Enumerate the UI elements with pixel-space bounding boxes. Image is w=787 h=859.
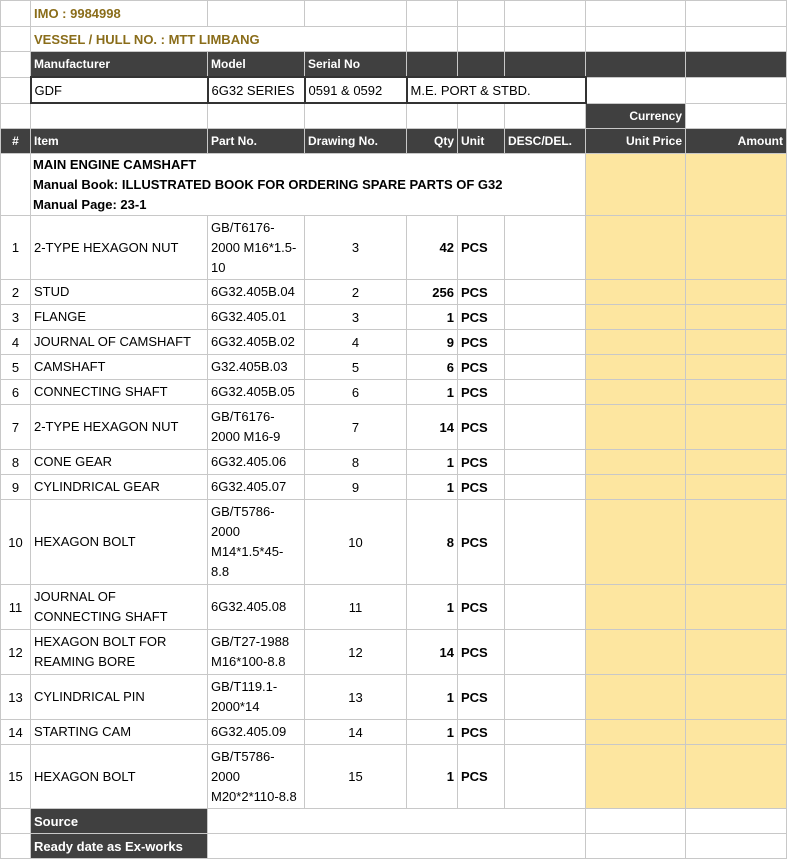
vessel-label[interactable]: VESSEL / HULL NO. : MTT LIMBANG xyxy=(31,27,407,52)
item-name[interactable]: CYLINDRICAL PIN xyxy=(31,675,208,720)
drawing-number[interactable]: 7 xyxy=(305,405,407,450)
unit-price-cell[interactable] xyxy=(586,475,686,500)
unit-price-cell[interactable] xyxy=(586,500,686,585)
row-number[interactable]: 1 xyxy=(1,216,31,280)
quantity[interactable]: 1 xyxy=(407,720,458,745)
cell-empty[interactable] xyxy=(31,103,208,129)
desc-cell[interactable] xyxy=(505,216,586,280)
cell-empty[interactable] xyxy=(1,834,31,859)
manual-page: Manual Page: 23-1 xyxy=(33,196,147,212)
unit[interactable]: PCS xyxy=(458,720,505,745)
unit[interactable]: PCS xyxy=(458,675,505,720)
cell-empty[interactable] xyxy=(586,834,686,859)
table-row xyxy=(1,305,787,330)
row-number[interactable]: 9 xyxy=(1,475,31,500)
cell-empty[interactable] xyxy=(505,27,586,52)
desc-cell[interactable] xyxy=(505,330,586,355)
unit[interactable]: PCS xyxy=(458,355,505,380)
serial-header[interactable]: Serial No xyxy=(305,52,407,78)
item-name[interactable]: JOURNAL OF CAMSHAFT xyxy=(31,330,208,355)
cell-empty[interactable] xyxy=(1,154,31,216)
unit[interactable]: PCS xyxy=(458,630,505,675)
quantity[interactable]: 1 xyxy=(407,585,458,630)
table-row xyxy=(1,745,787,809)
unit-price-cell[interactable] xyxy=(586,585,686,630)
cell-empty[interactable] xyxy=(505,1,586,27)
item-name[interactable]: 2-TYPE HEXAGON NUT xyxy=(31,405,208,450)
desc-cell[interactable] xyxy=(505,280,586,305)
table-row xyxy=(1,585,787,630)
cell-empty[interactable] xyxy=(1,27,31,52)
unit[interactable]: PCS xyxy=(458,405,505,450)
unit[interactable]: PCS xyxy=(458,216,505,280)
column-header-desc[interactable]: DESC/DEL. xyxy=(505,129,586,154)
cell-empty[interactable] xyxy=(686,1,787,27)
cell-empty[interactable] xyxy=(586,77,686,103)
amount-cell[interactable] xyxy=(686,630,787,675)
quantity[interactable]: 14 xyxy=(407,630,458,675)
column-header-part[interactable]: Part No. xyxy=(208,129,305,154)
amount-cell[interactable] xyxy=(686,355,787,380)
drawing-number[interactable]: 14 xyxy=(305,720,407,745)
cell-empty[interactable] xyxy=(305,1,407,27)
quantity[interactable]: 42 xyxy=(407,216,458,280)
cell-empty[interactable] xyxy=(407,27,458,52)
part-number[interactable]: 6G32.405.08 xyxy=(208,585,305,630)
row-number[interactable]: 7 xyxy=(1,405,31,450)
cell-empty[interactable] xyxy=(208,834,586,859)
amount-cell[interactable] xyxy=(686,405,787,450)
cell-empty[interactable] xyxy=(586,27,686,52)
item-name[interactable]: STUD xyxy=(31,280,208,305)
location-value[interactable]: M.E. PORT & STBD. xyxy=(407,77,586,103)
item-name[interactable]: HEXAGON BOLT xyxy=(31,745,208,809)
amount-cell[interactable] xyxy=(686,280,787,305)
unit[interactable]: PCS xyxy=(458,450,505,475)
column-header-item[interactable]: Item xyxy=(31,129,208,154)
item-name[interactable]: HEXAGON BOLT xyxy=(31,500,208,585)
amount-cell[interactable] xyxy=(686,450,787,475)
row-number[interactable]: 10 xyxy=(1,500,31,585)
quantity[interactable]: 1 xyxy=(407,675,458,720)
part-number[interactable]: 6G32.405.01 xyxy=(208,305,305,330)
row-number[interactable]: 6 xyxy=(1,380,31,405)
unit[interactable]: PCS xyxy=(458,475,505,500)
table-row xyxy=(1,280,787,305)
row-number[interactable]: 13 xyxy=(1,675,31,720)
quantity[interactable]: 8 xyxy=(407,500,458,585)
desc-cell[interactable] xyxy=(505,720,586,745)
item-name[interactable]: 2-TYPE HEXAGON NUT xyxy=(31,216,208,280)
drawing-number[interactable]: 10 xyxy=(305,500,407,585)
part-number[interactable]: GB/T5786-2000 M20*2*110-8.8 xyxy=(208,745,305,809)
column-header-unit-price[interactable]: Unit Price xyxy=(586,129,686,154)
row-number[interactable]: 5 xyxy=(1,355,31,380)
cell-empty[interactable] xyxy=(1,1,31,27)
table-row xyxy=(1,630,787,675)
drawing-number[interactable]: 2 xyxy=(305,280,407,305)
cell-empty[interactable] xyxy=(586,809,686,834)
amount-cell[interactable] xyxy=(686,216,787,280)
row-number[interactable]: 11 xyxy=(1,585,31,630)
cell-dark[interactable] xyxy=(686,52,787,78)
cell-empty[interactable] xyxy=(305,103,407,129)
row-number[interactable]: 8 xyxy=(1,450,31,475)
drawing-number[interactable]: 11 xyxy=(305,585,407,630)
source-label[interactable]: Source xyxy=(31,809,208,834)
item-name[interactable]: HEXAGON BOLT FOR REAMING BORE xyxy=(31,630,208,675)
table-row xyxy=(1,330,787,355)
manual-book: Manual Book: ILLUSTRATED BOOK FOR ORDERING SPARE PARTS OF G32 xyxy=(33,176,503,192)
cell-empty[interactable] xyxy=(1,77,31,103)
part-number[interactable]: 6G32.405.09 xyxy=(208,720,305,745)
currency-header[interactable]: Currency xyxy=(586,103,686,129)
cell-empty[interactable] xyxy=(686,103,787,129)
quantity[interactable]: 1 xyxy=(407,305,458,330)
row-number[interactable]: 14 xyxy=(1,720,31,745)
table-row xyxy=(1,216,787,280)
quantity[interactable]: 256 xyxy=(407,280,458,305)
table-row xyxy=(1,475,787,500)
part-number[interactable]: 6G32.405B.05 xyxy=(208,380,305,405)
cell-empty[interactable] xyxy=(208,809,586,834)
drawing-number[interactable]: 4 xyxy=(305,330,407,355)
serial-value[interactable]: 0591 & 0592 xyxy=(305,77,407,103)
amount-cell[interactable] xyxy=(686,154,787,216)
column-header-unit[interactable]: Unit xyxy=(458,129,505,154)
cell-empty[interactable] xyxy=(208,103,305,129)
part-number[interactable]: 6G32.405B.02 xyxy=(208,330,305,355)
table-row xyxy=(1,355,787,380)
item-name[interactable]: CYLINDRICAL GEAR xyxy=(31,475,208,500)
drawing-number[interactable]: 8 xyxy=(305,450,407,475)
item-name[interactable]: FLANGE xyxy=(31,305,208,330)
drawing-number[interactable]: 12 xyxy=(305,630,407,675)
desc-cell[interactable] xyxy=(505,305,586,330)
model-value[interactable]: 6G32 SERIES xyxy=(208,77,305,103)
section-block[interactable] xyxy=(31,154,586,216)
quantity[interactable]: 1 xyxy=(407,745,458,809)
quantity[interactable]: 6 xyxy=(407,355,458,380)
item-name[interactable]: STARTING CAM xyxy=(31,720,208,745)
drawing-number[interactable]: 9 xyxy=(305,475,407,500)
quantity[interactable]: 1 xyxy=(407,475,458,500)
footer-row xyxy=(1,809,787,834)
cell-dark[interactable] xyxy=(586,52,686,78)
amount-cell[interactable] xyxy=(686,305,787,330)
part-number[interactable]: GB/T5786-2000 M14*1.5*45-8.8 xyxy=(208,500,305,585)
row-number[interactable]: 2 xyxy=(1,280,31,305)
part-number[interactable]: 6G32.405.06 xyxy=(208,450,305,475)
unit-price-cell[interactable] xyxy=(586,216,686,280)
unit-price-cell[interactable] xyxy=(586,330,686,355)
unit[interactable]: PCS xyxy=(458,380,505,405)
amount-cell[interactable] xyxy=(686,585,787,630)
desc-cell[interactable] xyxy=(505,380,586,405)
desc-cell[interactable] xyxy=(505,355,586,380)
manufacturer-header[interactable]: Manufacturer xyxy=(31,52,208,78)
desc-cell[interactable] xyxy=(505,675,586,720)
cell-empty[interactable] xyxy=(458,103,505,129)
table-row xyxy=(1,720,787,745)
unit-price-cell[interactable] xyxy=(586,305,686,330)
desc-cell[interactable] xyxy=(505,475,586,500)
table-row xyxy=(1,500,787,585)
model-header[interactable]: Model xyxy=(208,52,305,78)
unit-price-cell[interactable] xyxy=(586,280,686,305)
row-number[interactable]: 4 xyxy=(1,330,31,355)
cell-dark[interactable] xyxy=(505,52,586,78)
unit-price-cell[interactable] xyxy=(586,380,686,405)
desc-cell[interactable] xyxy=(505,450,586,475)
unit-price-cell[interactable] xyxy=(586,405,686,450)
amount-cell[interactable] xyxy=(686,720,787,745)
desc-cell[interactable] xyxy=(505,630,586,675)
unit-price-cell[interactable] xyxy=(586,745,686,809)
imo-label[interactable]: IMO : 9984998 xyxy=(31,1,208,27)
unit-price-cell[interactable] xyxy=(586,450,686,475)
part-number[interactable]: 6G32.405B.04 xyxy=(208,280,305,305)
desc-cell[interactable] xyxy=(505,405,586,450)
row-number[interactable]: 15 xyxy=(1,745,31,809)
unit-price-cell[interactable] xyxy=(586,630,686,675)
drawing-number[interactable]: 3 xyxy=(305,216,407,280)
cell-empty[interactable] xyxy=(407,103,458,129)
unit-price-cell[interactable] xyxy=(586,675,686,720)
cell-empty[interactable] xyxy=(505,103,586,129)
amount-cell[interactable] xyxy=(686,330,787,355)
footer-row xyxy=(1,834,787,859)
unit-price-cell[interactable] xyxy=(586,154,686,216)
cell-empty[interactable] xyxy=(1,52,31,78)
amount-cell[interactable] xyxy=(686,500,787,585)
unit[interactable]: PCS xyxy=(458,305,505,330)
cell-empty[interactable] xyxy=(686,27,787,52)
amount-cell[interactable] xyxy=(686,475,787,500)
table-row xyxy=(1,450,787,475)
part-number[interactable]: GB/T27-1988 M16*100-8.8 xyxy=(208,630,305,675)
quantity[interactable]: 1 xyxy=(407,450,458,475)
part-number[interactable]: GB/T6176-2000 M16*1.5-10 xyxy=(208,216,305,280)
cell-empty[interactable] xyxy=(686,77,787,103)
cell-empty[interactable] xyxy=(458,27,505,52)
table-row xyxy=(1,380,787,405)
quantity[interactable]: 9 xyxy=(407,330,458,355)
cell-empty[interactable] xyxy=(458,1,505,27)
item-name[interactable]: CONE GEAR xyxy=(31,450,208,475)
unit[interactable]: PCS xyxy=(458,330,505,355)
unit[interactable]: PCS xyxy=(458,500,505,585)
unit[interactable]: PCS xyxy=(458,585,505,630)
cell-empty[interactable] xyxy=(208,1,305,27)
quantity[interactable]: 1 xyxy=(407,380,458,405)
amount-cell[interactable] xyxy=(686,745,787,809)
section-title: MAIN ENGINE CAMSHAFT xyxy=(33,156,197,172)
drawing-number[interactable]: 3 xyxy=(305,305,407,330)
amount-cell[interactable] xyxy=(686,675,787,720)
manufacturer-value[interactable]: GDF xyxy=(31,77,208,103)
item-name[interactable]: CONNECTING SHAFT xyxy=(31,380,208,405)
unit[interactable]: PCS xyxy=(458,745,505,809)
cell-empty[interactable] xyxy=(586,1,686,27)
unit-price-cell[interactable] xyxy=(586,720,686,745)
cell-empty[interactable] xyxy=(686,809,787,834)
cell-empty[interactable] xyxy=(407,1,458,27)
drawing-number[interactable]: 15 xyxy=(305,745,407,809)
unit[interactable]: PCS xyxy=(458,280,505,305)
row-number[interactable]: 3 xyxy=(1,305,31,330)
item-name[interactable]: CAMSHAFT xyxy=(31,355,208,380)
table-row xyxy=(1,675,787,720)
column-header-num[interactable]: # xyxy=(1,129,31,154)
cell-dark[interactable] xyxy=(458,52,505,78)
column-header-amount[interactable]: Amount xyxy=(686,129,787,154)
desc-cell[interactable] xyxy=(505,745,586,809)
desc-cell[interactable] xyxy=(505,585,586,630)
cell-dark[interactable] xyxy=(407,52,458,78)
drawing-number[interactable]: 6 xyxy=(305,380,407,405)
part-number[interactable]: GB/T119.1-2000*14 xyxy=(208,675,305,720)
cell-empty[interactable] xyxy=(686,834,787,859)
part-number[interactable]: 6G32.405.07 xyxy=(208,475,305,500)
part-number[interactable]: GB/T6176-2000 M16-9 xyxy=(208,405,305,450)
row-number[interactable]: 12 xyxy=(1,630,31,675)
quantity[interactable]: 14 xyxy=(407,405,458,450)
unit-price-cell[interactable] xyxy=(586,355,686,380)
item-name[interactable]: JOURNAL OF CONNECTING SHAFT xyxy=(31,585,208,630)
ready-date-label[interactable]: Ready date as Ex-works xyxy=(31,834,208,859)
amount-cell[interactable] xyxy=(686,380,787,405)
drawing-number[interactable]: 5 xyxy=(305,355,407,380)
part-number[interactable]: G32.405B.03 xyxy=(208,355,305,380)
desc-cell[interactable] xyxy=(505,500,586,585)
table-row xyxy=(1,405,787,450)
cell-empty[interactable] xyxy=(1,103,31,129)
column-header-drawing[interactable]: Drawing No. xyxy=(305,129,407,154)
column-header-qty[interactable]: Qty xyxy=(407,129,458,154)
drawing-number[interactable]: 13 xyxy=(305,675,407,720)
cell-empty[interactable] xyxy=(1,809,31,834)
